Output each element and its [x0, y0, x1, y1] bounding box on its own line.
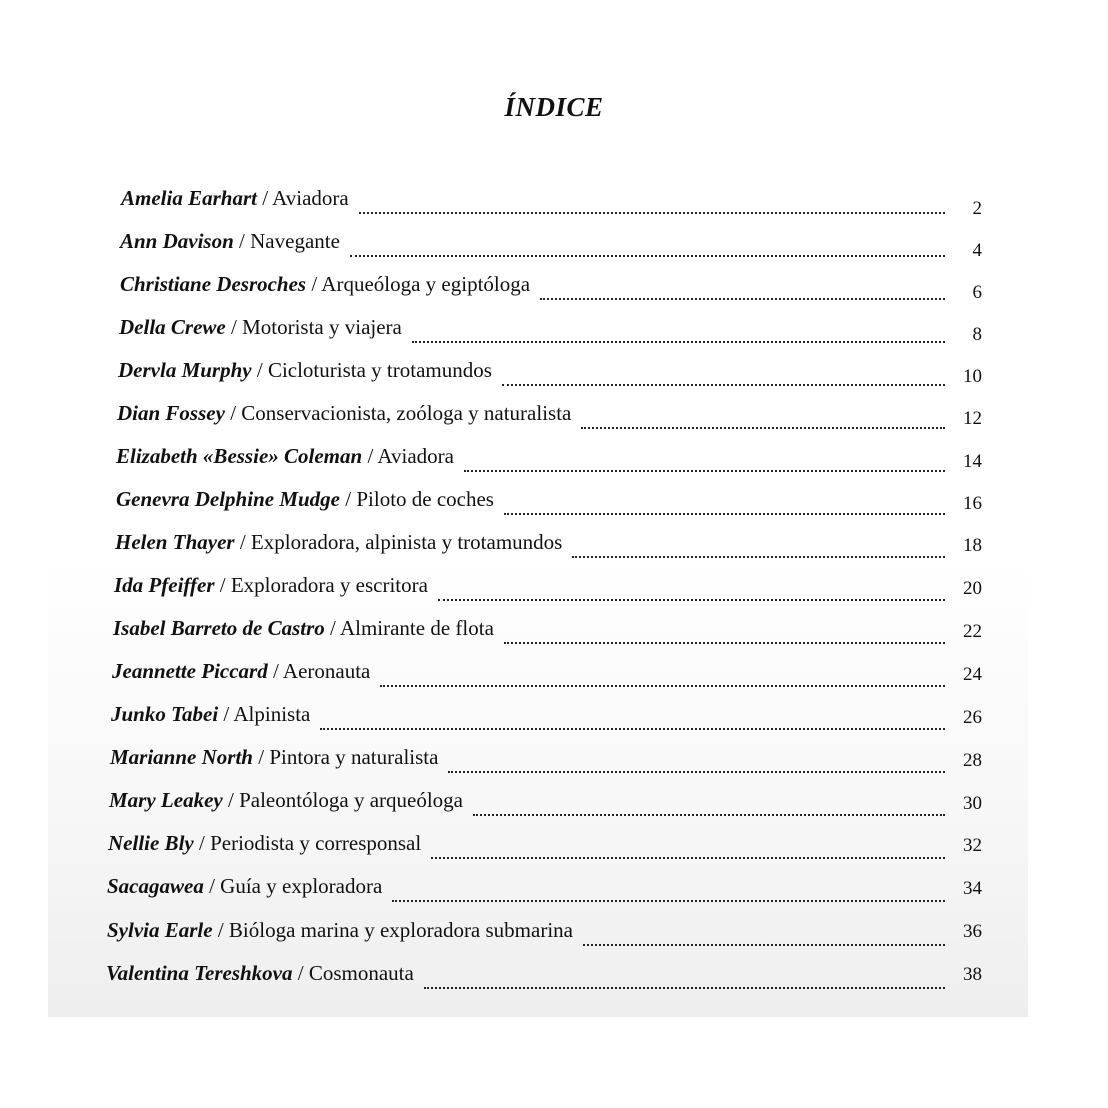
entry-role: Arqueóloga y egiptóloga	[321, 272, 531, 296]
entry-separator: /	[222, 788, 240, 812]
entry-separator: /	[252, 745, 270, 769]
entry-text	[116, 444, 454, 468]
dot-leader	[431, 857, 945, 859]
entry-name: Helen Thayer	[115, 530, 235, 554]
entry-name: Sacagawea	[107, 874, 204, 898]
entry-name: Dervla Murphy	[118, 358, 252, 382]
entry-separator: /	[214, 573, 231, 597]
entry-page-number: 26	[963, 707, 982, 728]
entry-role: Guía y exploradora	[220, 874, 383, 898]
entry-separator: /	[224, 401, 242, 425]
dot-leader	[504, 513, 945, 515]
entry-page-number: 10	[963, 366, 982, 387]
toc-entry	[107, 864, 945, 898]
entry-text	[118, 358, 492, 382]
toc-entry	[120, 219, 945, 253]
entry-role: Cosmonauta	[308, 961, 414, 985]
entry-name: Della Crewe	[119, 315, 226, 339]
entry-text	[115, 530, 562, 554]
entry-text	[117, 401, 571, 425]
entry-role: Aviadora	[377, 444, 454, 468]
entry-text	[109, 788, 463, 812]
toc-entry	[111, 692, 945, 726]
entry-page-number: 4	[972, 240, 982, 261]
entry-page-number: 20	[963, 578, 982, 599]
toc-entry	[108, 821, 945, 855]
toc-entry	[121, 176, 945, 210]
entry-role: Bióloga marina y exploradora submarina	[228, 918, 573, 942]
entry-name: Genevra Delphine Mudge	[116, 487, 340, 511]
entry-separator: /	[340, 487, 357, 511]
entry-separator: /	[256, 186, 273, 210]
entry-name: Amelia Earhart	[121, 186, 257, 210]
entry-separator: /	[233, 229, 251, 253]
entry-text	[111, 702, 310, 726]
entry-page-number: 28	[963, 750, 982, 771]
entry-text	[107, 918, 573, 942]
entry-text	[120, 272, 530, 296]
dot-leader	[438, 599, 945, 601]
entry-name: Sylvia Earle	[107, 918, 213, 942]
entry-name: Christiane Desroches	[120, 272, 307, 296]
entry-page-number: 8	[972, 324, 982, 345]
entry-page-number: 36	[963, 921, 982, 942]
toc-entry	[110, 735, 945, 769]
entry-text	[114, 573, 428, 597]
entry-name: Ida Pfeiffer	[114, 573, 215, 597]
entry-page-number: 6	[972, 282, 982, 303]
toc-entry	[106, 951, 945, 985]
entry-role: Paleontóloga y arqueóloga	[239, 788, 463, 812]
entry-page-number: 12	[963, 408, 982, 429]
entry-role: Alpinista	[233, 702, 311, 726]
toc-entry	[118, 348, 945, 382]
dot-leader	[464, 470, 945, 472]
toc-entry	[109, 778, 945, 812]
dot-leader	[504, 642, 945, 644]
entry-separator: /	[225, 315, 243, 339]
dot-leader	[412, 341, 945, 343]
dot-leader	[583, 944, 945, 946]
entry-text	[112, 659, 370, 683]
entry-separator: /	[324, 616, 340, 640]
entry-name: Isabel Barreto de Castro	[113, 616, 325, 640]
dot-leader	[350, 255, 945, 257]
entry-role: Pintora y naturalista	[269, 745, 439, 769]
entry-text	[120, 229, 340, 253]
toc-entry	[114, 563, 945, 597]
entry-page-number: 24	[963, 664, 982, 685]
entry-text	[110, 745, 438, 769]
entry-page-number: 30	[963, 793, 982, 814]
entry-text	[121, 186, 349, 210]
toc-entry	[115, 520, 945, 554]
entry-page-number: 18	[963, 535, 982, 556]
toc-entry	[120, 262, 945, 296]
toc-entry	[112, 649, 945, 683]
entry-text	[106, 961, 414, 985]
entry-separator: /	[212, 918, 229, 942]
dot-leader	[320, 728, 945, 730]
page-title: ÍNDICE	[504, 92, 604, 123]
entry-separator: /	[203, 874, 221, 898]
toc-entry	[116, 477, 945, 511]
entry-role: Exploradora y escritora	[230, 573, 428, 597]
dot-leader	[581, 427, 945, 429]
entry-name: Ann Davison	[120, 229, 234, 253]
entry-role: Aeronauta	[282, 659, 371, 683]
entry-separator: /	[218, 702, 234, 726]
dot-leader	[540, 298, 945, 300]
entry-role: Navegante	[250, 229, 340, 253]
entry-separator: /	[234, 530, 251, 554]
entry-name: Dian Fossey	[117, 401, 225, 425]
toc-entry	[116, 434, 945, 468]
entry-separator: /	[251, 358, 268, 382]
toc-entry	[113, 606, 945, 640]
entry-role: Cicloturista y trotamundos	[267, 358, 492, 382]
dot-leader	[424, 987, 945, 989]
entry-name: Jeannette Piccard	[112, 659, 268, 683]
entry-role: Conservacionista, zoóloga y naturalista	[241, 401, 572, 425]
entry-text	[113, 616, 494, 640]
entry-page-number: 32	[963, 835, 982, 856]
entry-role: Periodista y corresponsal	[210, 831, 422, 855]
toc-entry	[107, 908, 945, 942]
entry-name: Nellie Bly	[108, 831, 194, 855]
entry-role: Piloto de coches	[356, 487, 494, 511]
toc-entry	[119, 305, 945, 339]
entry-page-number: 22	[963, 621, 982, 642]
entry-name: Mary Leakey	[109, 788, 223, 812]
entry-text	[119, 315, 402, 339]
entry-page-number: 34	[963, 878, 982, 899]
entry-name: Valentina Tereshkova	[106, 961, 293, 985]
dot-leader	[473, 814, 945, 816]
entry-role: Aviadora	[272, 186, 349, 210]
entry-page-number: 38	[963, 964, 982, 985]
entry-separator: /	[306, 272, 322, 296]
entry-text	[116, 487, 494, 511]
entry-page-number: 16	[963, 493, 982, 514]
entry-name: Marianne North	[110, 745, 253, 769]
entry-separator: /	[292, 961, 309, 985]
entry-separator: /	[362, 444, 378, 468]
entry-page-number: 2	[972, 198, 982, 219]
entry-separator: /	[193, 831, 211, 855]
entry-separator: /	[267, 659, 283, 683]
dot-leader	[502, 384, 945, 386]
entry-role: Exploradora, alpinista y trotamundos	[250, 530, 563, 554]
toc-entry	[117, 391, 945, 425]
dot-leader	[572, 556, 945, 558]
entry-name: Junko Tabei	[111, 702, 219, 726]
entry-role: Motorista y viajera	[242, 315, 402, 339]
entry-name: Elizabeth «Bessie» Coleman	[116, 444, 363, 468]
entry-text	[108, 831, 421, 855]
dot-leader	[448, 771, 945, 773]
dot-leader	[380, 685, 945, 687]
entry-role: Almirante de flota	[339, 616, 494, 640]
dot-leader	[359, 212, 945, 214]
dot-leader	[392, 900, 945, 902]
entry-text	[107, 874, 382, 898]
entry-page-number: 14	[963, 451, 982, 472]
